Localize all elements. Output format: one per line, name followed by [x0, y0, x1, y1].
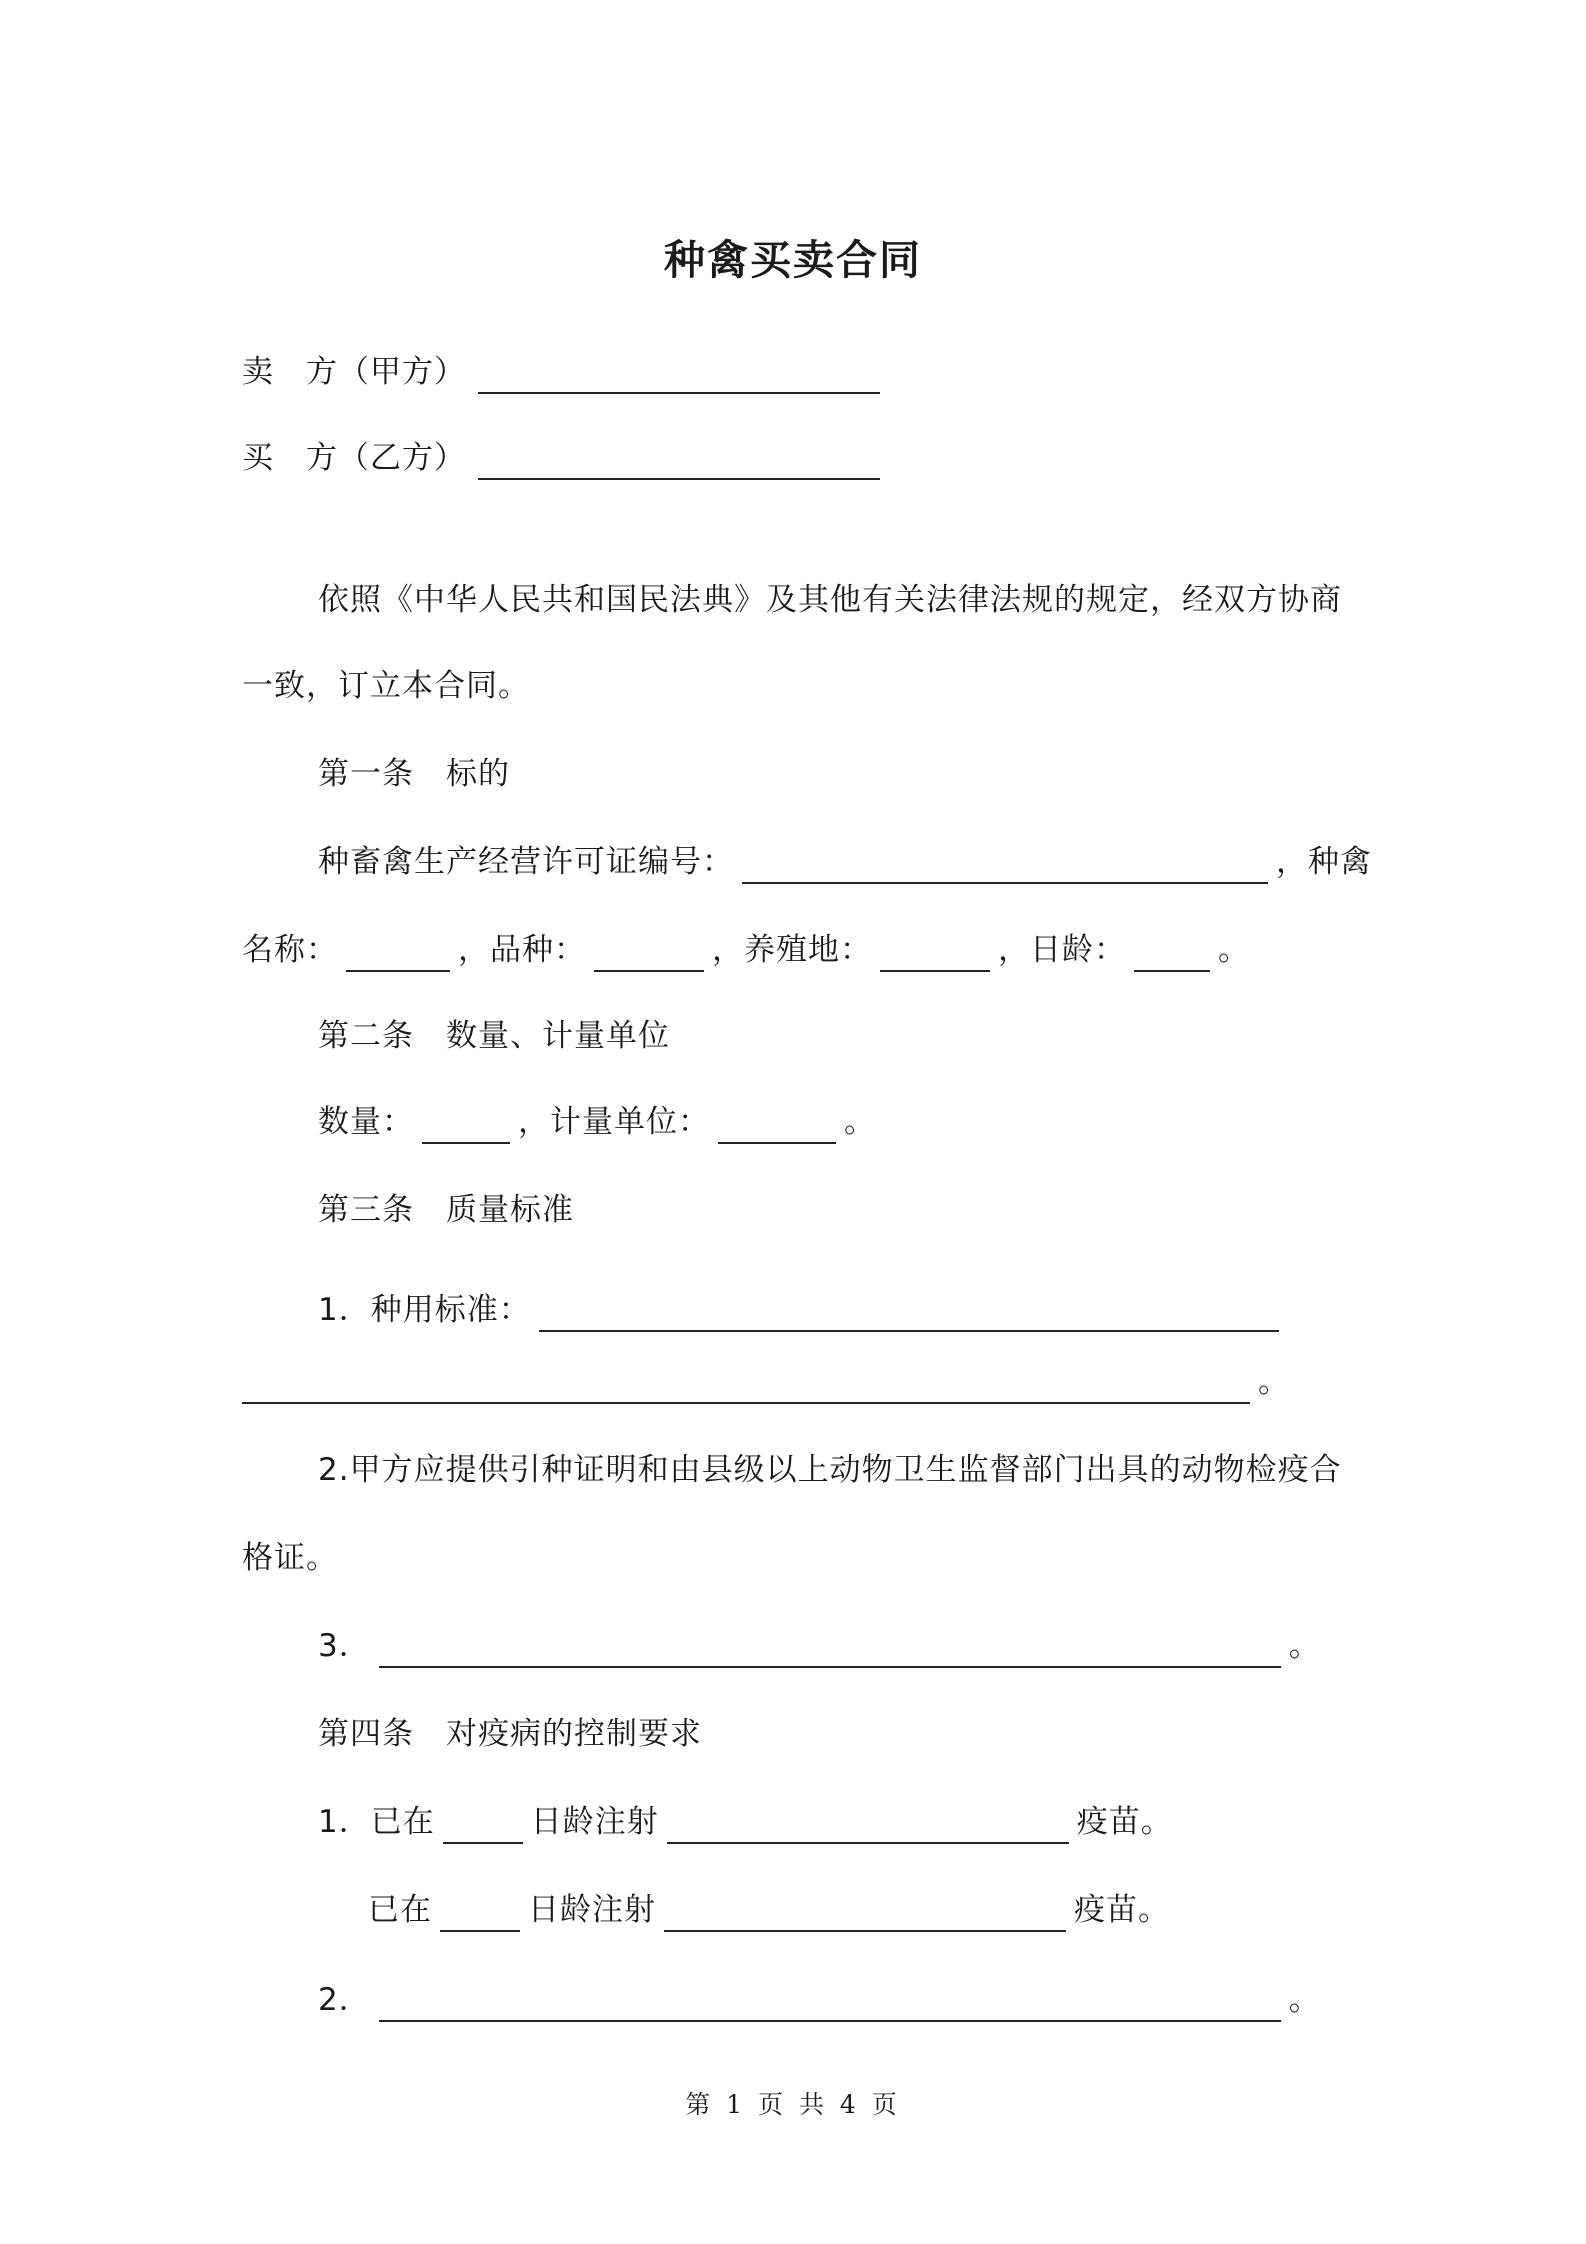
farm-label: ，养殖地：: [712, 932, 872, 968]
breed-field[interactable]: [594, 938, 704, 972]
poultry-name-field[interactable]: [346, 938, 450, 972]
disease-item-2-line: [318, 1978, 1321, 2022]
breeding-standard-continuation: [242, 1360, 1290, 1404]
breeding-standard-line: [318, 1288, 1287, 1332]
article-1-heading: 第一条 标的: [318, 756, 510, 792]
details-end: 。: [1218, 932, 1250, 968]
poultry-details-line: [242, 928, 1250, 972]
seller-label: 卖 方（甲方）: [242, 354, 466, 390]
license-label: 种畜禽生产经营许可证编号：: [318, 844, 734, 880]
farm-location-field[interactable]: [880, 938, 990, 972]
breeding-standard-field[interactable]: [539, 1298, 1279, 1332]
intro-line-2: 一致，订立本合同。: [242, 668, 530, 704]
document-title: 种禽买卖合同: [664, 236, 922, 284]
disease-item-2-end: 。: [1288, 1982, 1321, 2018]
quantity-line: [318, 1100, 876, 1144]
disease-item-2-label: 2．: [318, 1982, 371, 2018]
quality-item-3-line: [318, 1624, 1321, 1668]
vaccination-age-field-1[interactable]: [443, 1810, 523, 1844]
vaccination-mid-2: 日龄注射: [528, 1892, 656, 1928]
breeding-standard-end: 。: [1258, 1364, 1290, 1400]
vaccination-age-field-2[interactable]: [440, 1898, 520, 1932]
vaccination-line-1: [318, 1800, 1173, 1844]
disease-item-2-field[interactable]: [379, 1988, 1281, 2022]
quantity-end: 。: [844, 1104, 876, 1140]
name-label: 名称：: [242, 932, 338, 968]
quality-item-3-end: 。: [1288, 1628, 1321, 1664]
license-tail: ，种禽: [1276, 844, 1372, 880]
vaccination-line-2: [368, 1888, 1170, 1932]
certificate-line-2: 格证。: [242, 1540, 338, 1576]
quantity-field[interactable]: [422, 1110, 510, 1144]
seller-name-field[interactable]: [478, 360, 880, 394]
vaccination-end-2: 疫苗。: [1074, 1892, 1170, 1928]
quantity-label: 数量：: [318, 1104, 414, 1140]
vaccination-prefix-1: 1．已在: [318, 1804, 435, 1840]
unit-label: ，计量单位：: [518, 1104, 710, 1140]
age-days-field[interactable]: [1134, 938, 1210, 972]
buyer-label: 买 方（乙方）: [242, 440, 466, 476]
vaccination-end-1: 疫苗。: [1076, 1804, 1173, 1840]
quality-item-3-field[interactable]: [379, 1634, 1281, 1668]
buyer-line: [242, 436, 888, 480]
vaccine-name-field-2[interactable]: [664, 1898, 1066, 1932]
page-number-footer: 第 1 页 共 4 页: [685, 2090, 901, 2119]
article-3-heading: 第三条 质量标准: [318, 1192, 574, 1228]
quality-item-3-label: 3．: [318, 1628, 371, 1664]
license-number-field[interactable]: [742, 850, 1268, 884]
intro-line-1: 依照《中华人民共和国民法典》及其他有关法律法规的规定，经双方协商: [318, 582, 1342, 618]
article-2-heading: 第二条 数量、计量单位: [318, 1018, 670, 1054]
vaccine-name-field-1[interactable]: [667, 1810, 1069, 1844]
seller-line: [242, 350, 888, 394]
breeding-standard-field-2[interactable]: [242, 1370, 1250, 1404]
unit-field[interactable]: [718, 1110, 836, 1144]
age-label: ，日龄：: [998, 932, 1126, 968]
breed-label: ，品种：: [458, 932, 586, 968]
vaccination-mid-1: 日龄注射: [530, 1804, 659, 1840]
certificate-line-1: 2.甲方应提供引种证明和由县级以上动物卫生监督部门出具的动物检疫合: [318, 1452, 1342, 1488]
buyer-name-field[interactable]: [478, 446, 880, 480]
license-line: [318, 840, 1372, 884]
article-4-heading: 第四条 对疫病的控制要求: [318, 1716, 702, 1752]
vaccination-prefix-2: 已在: [368, 1892, 432, 1928]
breeding-standard-label: 1．种用标准：: [318, 1292, 531, 1328]
